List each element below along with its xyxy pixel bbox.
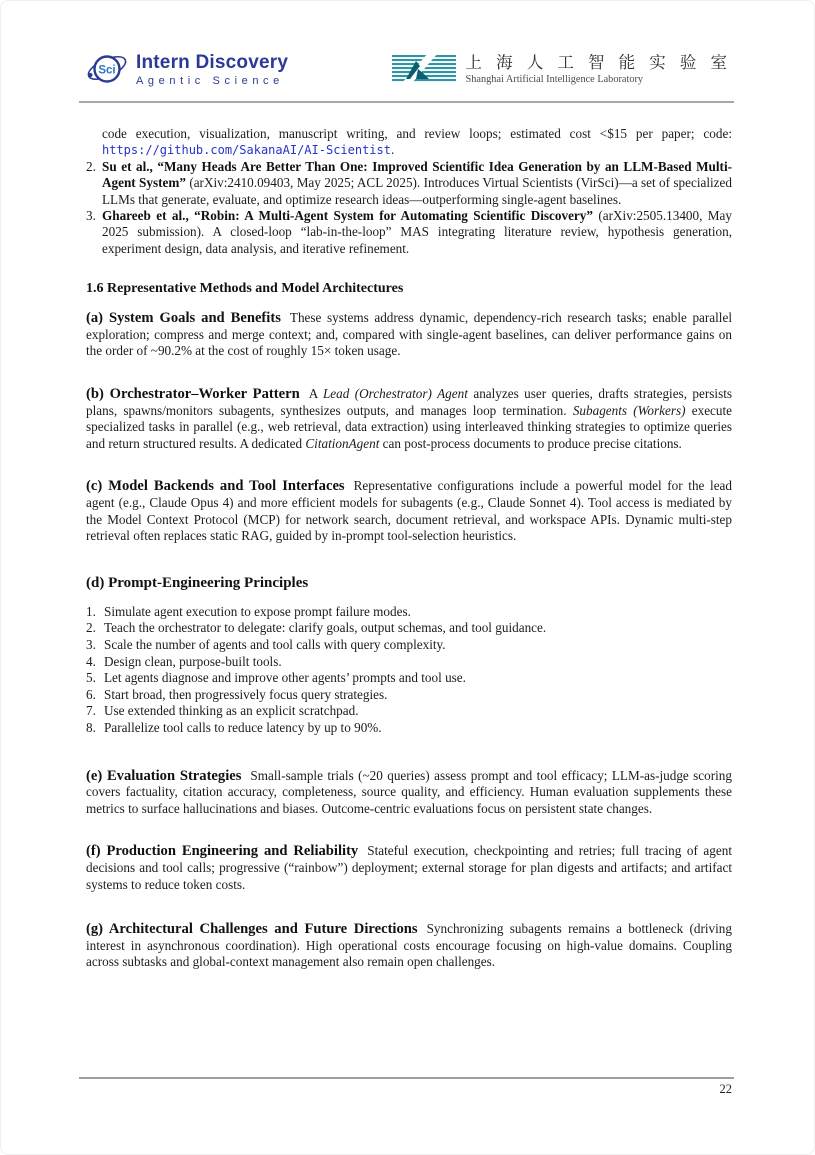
list-item: [86, 720, 732, 737]
paragraph-c: [86, 478, 732, 544]
github-link[interactable]: https://github.com/SakanaAI/AI-Scientist: [102, 143, 391, 158]
reference-text: [102, 208, 732, 257]
list-item: [86, 637, 732, 654]
list-item-text: Design clean, purpose-built tools.: [104, 653, 282, 669]
sci-orbit-icon: [86, 47, 128, 94]
brand-subtitle: Agentic Science: [136, 74, 284, 87]
page-footer: [79, 1077, 734, 1097]
list-item: [86, 654, 732, 671]
paragraph-f-label: (f) Production Engineering and Reliability: [86, 843, 359, 860]
paragraph-e-label: (e) Evaluation Strategies: [86, 767, 242, 784]
list-item-text: Scale the number of agents and tool calls with query complexity.: [104, 636, 446, 652]
paragraph-a: [86, 310, 732, 360]
reference-number: [86, 126, 102, 159]
intern-discovery-logo: [86, 47, 288, 94]
paragraph-e-body: Small-sample trials (~20 queries) assess prompt and tool efficacy; LLM-as-judge scoring covers factuality, citation accuracy, completeness, source quality, and efficiency. Human evaluation supplements these metrics to surface hallucinations and biases. Outcome-centric evaluations focus on persistent state changes.: [86, 767, 732, 816]
page-number: 22: [719, 1082, 732, 1096]
paragraph-b-text: analyzes user queries, drafts strategies, persists plans, spawns/monitors subagents, synthesizes outputs, and manages loop termination.: [86, 386, 732, 418]
svg-text:Sci: Sci: [98, 64, 116, 76]
lead-orchestrator-agent-term: Lead (Orchestrator) Agent: [322, 386, 468, 402]
reference-2-title: Su et al., “Many Heads Are Better Than One: Improved Scientific Idea Generation by an LLM-Based Multi-Agent System”: [102, 158, 732, 191]
header-divider: [79, 101, 734, 103]
paragraph-a-label: (a) System Goals and Benefits: [86, 310, 281, 327]
list-item-number: 3.: [86, 636, 96, 652]
list-item: [86, 620, 732, 637]
list-item-number: 1.: [86, 603, 96, 619]
paragraph-g-label: (g) Architectural Challenges and Future Directions: [86, 921, 418, 938]
paragraph-b-text: can post-process documents to produce precise citations.: [379, 435, 682, 451]
paragraph-c-body: Representative configurations include a powerful model for the lead agent (e.g., Claude Opus 4) and more efficient models for subagents (e.g., Claude Sonnet 4). Tool access is mediated by the Model Context Protocol (MCP) for network search, document retrieval, and workspace APIs. Dynamic multi-step retrieval often replaces static RAG, guided by in-prompt tool-selection heuristics.: [86, 478, 732, 544]
list-item-number: 7.: [86, 703, 96, 719]
list-item-text: Let agents diagnose and improve other agents’ prompts and tool use.: [104, 670, 466, 686]
list-item: [86, 604, 732, 621]
list-item-text: Use extended thinking as an explicit scratchpad.: [104, 703, 359, 719]
paragraph-g: [86, 921, 732, 971]
reference-number: 3.: [86, 208, 96, 224]
reference-item-1-continuation: [86, 126, 732, 159]
paragraph-a-body: These systems address dynamic, dependency-rich research tasks; enable parallel exploration; compress and merge context; and, compared with single-agent baselines, can deliver performance gains on the order of ~90.2% at the cost of roughly 15× token usage.: [86, 310, 732, 359]
reference-2-body: (arXiv:2410.09403, May 2025; ACL 2025). Introduces Virtual Scientists (VirSci)—a set of specialized LLMs that generate, evaluate, and optimize research ideas—outperforming single-agent baselines.: [102, 175, 732, 207]
citation-agent-term: CitationAgent: [305, 435, 380, 451]
list-item: [86, 670, 732, 687]
shanghai-ai-lab-logo: [392, 53, 733, 88]
paragraph-g-body: Synchronizing subagents remains a bottleneck (driving interest in asynchronous coordination). High operational costs encourage focusing on high-value domains. Coupling across subtasks and global-context management also remain open challenges.: [86, 921, 732, 970]
list-item: [86, 687, 732, 704]
page-header: [86, 47, 732, 93]
list-item-text: Parallelize tool calls to reduce latency by up to 90%.: [104, 719, 382, 735]
paragraph-b-text: A: [308, 386, 323, 402]
list-item-number: 2.: [86, 620, 96, 636]
list-item-number: 6.: [86, 686, 96, 702]
footer-divider: [79, 1077, 734, 1079]
reference-item-2: [86, 159, 732, 208]
paragraph-d-heading: (d) Prompt-Engineering Principles: [86, 574, 309, 591]
reference-1-period: .: [390, 142, 395, 158]
reference-1-text: code execution, visualization, manuscript writing, and review loops; estimated cost <$15 per paper; code:: [102, 126, 732, 141]
subagents-workers-term: Subagents (Workers): [572, 402, 686, 418]
list-item-text: Teach the orchestrator to delegate: clarify goals, output schemas, and tool guidance.: [104, 620, 547, 636]
list-item-number: 4.: [86, 653, 96, 669]
reference-text: [102, 126, 732, 159]
reference-number: 2.: [86, 158, 96, 174]
list-item: [86, 703, 732, 720]
paragraph-b: [86, 386, 732, 452]
section-heading-1-6: 1.6 Representative Methods and Model Architectures: [86, 281, 404, 297]
list-item-number: 5.: [86, 670, 96, 686]
list-item-text: Simulate agent execution to expose prompt failure modes.: [104, 603, 411, 619]
prompt-principles-list: [86, 604, 732, 737]
reference-3-body: (arXiv:2505.13400, May 2025 submission). A closed-loop “lab-in-the-loop” MAS integrating literature review, hypothesis generation, experiment design, data analysis, and iterative refinement.: [102, 208, 732, 256]
paragraph-f: [86, 843, 732, 893]
paragraph-b-text: execute specialized tasks in parallel (e.g., web retrieval, data extraction) using interleaved thinking strategies to optimize queries and return structured results. A dedicated: [86, 402, 733, 451]
list-item-number: 8.: [86, 719, 96, 735]
lab-flag-icon: [392, 53, 456, 88]
paragraph-c-label: (c) Model Backends and Tool Interfaces: [86, 478, 345, 495]
paragraph-e: [86, 768, 732, 818]
paragraph-f-body: Stateful execution, checkpointing and retries; full tracing of agent decisions and tool calls; progressive (“rainbow”) deployment; external storage for plan digests and artifacts; and artifact systems to reduce token costs.: [86, 843, 732, 892]
brand-title: Intern Discovery: [136, 51, 289, 73]
reference-text: [102, 159, 732, 208]
list-item-text: Start broad, then progressively focus query strategies.: [104, 686, 388, 702]
reference-list: [86, 126, 732, 257]
reference-item-3: [86, 208, 732, 257]
lab-name-english: Shanghai Artificial Intelligence Laboratory: [465, 74, 644, 86]
document-body: [86, 126, 732, 971]
reference-3-title: Ghareeb et al., “Robin: A Multi-Agent System for Automating Scientific Discovery”: [102, 208, 593, 224]
paragraph-b-label: (b) Orchestrator–Worker Pattern: [86, 386, 300, 403]
lab-name-chinese: 上 海 人 工 智 能 实 验 室: [465, 53, 732, 73]
